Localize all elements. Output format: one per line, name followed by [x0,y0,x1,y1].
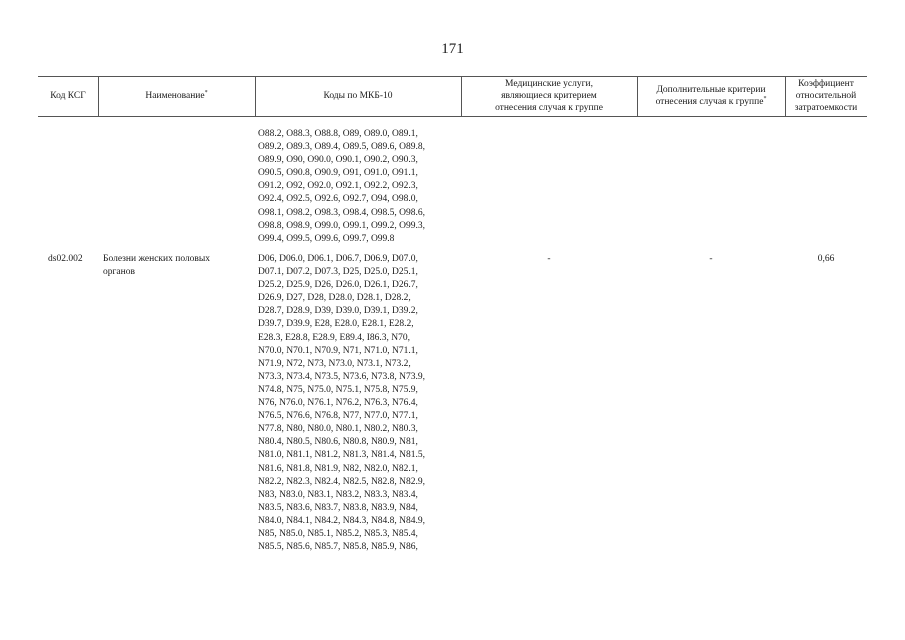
header-criteria [637,76,785,116]
code-line: N83, N83.0, N83.1, N83.2, N83.3, N83.4, [258,489,418,500]
table-header-bottom-rule [38,116,867,117]
row-name-line: Болезни женских половых [103,254,211,264]
code-line: N81.6, N81.8, N81.9, N82, N82.0, N82.1, [258,463,418,474]
code-line: O89.2, O89.3, O89.4, O89.5, O89.6, O89.8, [258,142,426,153]
code-line: N74.8, N75, N75.0, N75.1, N75.8, N75.9, [258,384,418,395]
code-line: N76, N76.0, N76.1, N76.2, N76.3, N76.4, [258,398,418,409]
header-coef-line: относительной [795,91,857,101]
header-name-footnote-mark: * [204,89,208,96]
continued-icd-codes [258,128,473,246]
code-line: N85.5, N85.6, N85.7, N85.8, N85.9, N86, [258,542,418,553]
page-number: 171 [441,41,464,57]
code-line: O89.9, O90, O90.0, O90.1, O90.2, O90.3, [258,155,418,166]
code-line: N85, N85.0, N85.1, N85.2, N85.3, N85.4, [258,528,418,539]
row-criteria-value: - [709,254,713,264]
code-line: O98.1, O98.2, O98.3, O98.4, O98.5, O98.6, [258,207,426,218]
row-services-value: - [547,254,551,264]
code-line: N83.5, N83.6, N83.7, N83.8, N83.9, N84, [258,502,418,513]
code-line: D06, D06.0, D06.1, D06.7, D06.9, D07.0, [258,254,418,264]
code-line: N71.9, N72, N73, N73.0, N73.1, N73.2, [258,358,411,369]
header-criteria-footnote-mark: * [763,95,767,102]
header-name [98,76,255,116]
header-services-line: отнесения случая к группе [495,103,603,113]
row-ksg-code: ds02.002 [48,254,83,264]
header-services-line: Медицинские услуги, [505,79,593,89]
header-code-text: Код КСГ [50,91,86,101]
header-services-line: являющиеся критерием [501,91,597,101]
header-criteria-line: отнесения случая к группе [655,97,764,107]
code-line: N80.4, N80.5, N80.6, N80.8, N80.9, N81, [258,437,418,448]
header-name-text: Наименование [145,91,205,101]
header-coef-line: Коэффициент [798,79,854,89]
code-line: D25.2, D25.9, D26, D26.0, D26.1, D26.7, [258,280,418,291]
header-coefficient [785,76,867,116]
code-line: N84.0, N84.1, N84.2, N84.3, N84.8, N84.9, [258,515,426,526]
code-line: O98.8, O98.9, O99.0, O99.1, O99.2, O99.3, [258,220,426,231]
header-services [461,76,637,116]
row-icd-codes [258,253,473,554]
code-line: O92.4, O92.5, O92.6, O92.7, O94, O98.0, [258,194,418,205]
header-coef-line: затратоемкости [794,103,858,113]
code-line: D26.9, D27, D28, D28.0, D28.1, D28.2, [258,293,411,304]
code-line: E28.3, E28.8, E28.9, E89.4, I86.3, N70, [258,332,410,343]
row-coefficient-value: 0,66 [817,254,835,264]
header-criteria-line: Дополнительные критерии [656,85,766,95]
header-icd-codes [255,76,461,116]
code-line: N70.0, N70.1, N70.9, N71, N71.0, N71.1, [258,345,418,356]
code-line: N81.0, N81.1, N81.2, N81.3, N81.4, N81.5, [258,450,426,461]
code-line: N73.3, N73.4, N73.5, N73.6, N73.8, N73.9, [258,371,426,382]
code-line: D39.7, D39.9, E28, E28.0, E28.1, E28.2, [258,319,414,330]
code-line: N76.5, N76.6, N76.8, N77, N77.0, N77.1, [258,411,418,422]
code-line: O91.2, O92, O92.0, O92.1, O92.2, O92.3, [258,181,418,192]
code-line: O99.4, O99.5, O99.6, O99.7, O99.8 [258,233,395,244]
code-line: O88.2, O88.3, O88.8, O89, O89.0, O89.1, [258,129,418,139]
header-code [38,76,98,116]
code-line: N82.2, N82.3, N82.4, N82.5, N82.8, N82.9, [258,476,426,487]
code-line: D28.7, D28.9, D39, D39.0, D39.1, D39.2, [258,306,418,317]
code-line: N77.8, N80, N80.0, N80.1, N80.2, N80.3, [258,424,418,435]
row-name [103,253,253,278]
row-name-line: органов [103,266,135,277]
header-icd-text: Коды по МКБ-10 [323,91,393,101]
code-line: O90.5, O90.8, O90.9, O91, O91.0, O91.1, [258,168,418,179]
code-line: D07.1, D07.2, D07.3, D25, D25.0, D25.1, [258,267,418,278]
